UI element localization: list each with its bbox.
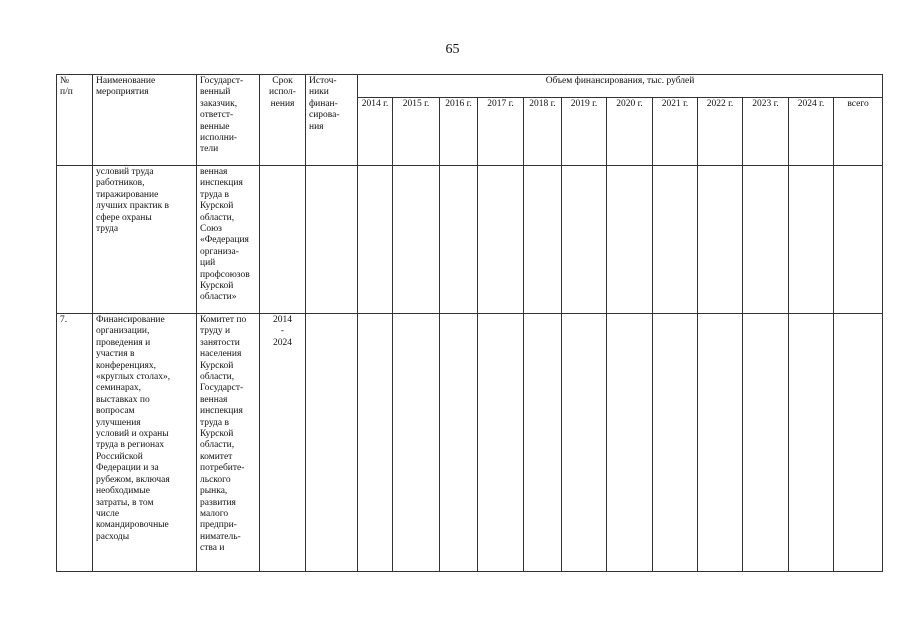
year-header: 2021 г. bbox=[653, 98, 698, 166]
col-header-funding: Объем финансирования, тыс. рублей bbox=[358, 75, 883, 98]
header-row bbox=[57, 75, 883, 98]
row-source bbox=[306, 314, 358, 572]
total-header: всего bbox=[834, 98, 883, 166]
year-header: 2016 г. bbox=[440, 98, 478, 166]
table-row bbox=[57, 166, 883, 314]
row-value bbox=[607, 314, 653, 572]
row-value bbox=[478, 166, 524, 314]
row-num: 7. bbox=[57, 314, 93, 572]
row-value bbox=[789, 166, 834, 314]
row-value bbox=[698, 314, 743, 572]
row-name: условий труда работников, тиражирование лучших практик в сфере охраны труда bbox=[93, 166, 197, 314]
col-header-customer: Государст- венный заказчик, ответст- венные исполни- тели bbox=[197, 75, 260, 166]
row-value bbox=[653, 166, 698, 314]
col-header-term: Срок испол- нения bbox=[260, 75, 306, 166]
table-row bbox=[57, 314, 883, 572]
row-value bbox=[393, 314, 440, 572]
col-header-num: № п/п bbox=[57, 75, 93, 166]
row-value bbox=[524, 314, 562, 572]
row-total bbox=[834, 314, 883, 572]
financing-table bbox=[56, 74, 883, 572]
row-term: 2014 - 2024 bbox=[260, 314, 306, 572]
col-header-source: Источ- ники финан- сирова- ния bbox=[306, 75, 358, 166]
row-term bbox=[260, 166, 306, 314]
year-header: 2024 г. bbox=[789, 98, 834, 166]
row-name: Финансирование организации, проведения и участия в конференциях, «круглых столах», семинарах, выставках по вопросам улучшения условий и охраны труда в регионах Российской Федерации и за рубежом, включая необходимые затраты, в том числе командировочные расходы bbox=[93, 314, 197, 572]
row-value bbox=[653, 314, 698, 572]
year-header: 2020 г. bbox=[607, 98, 653, 166]
year-header: 2015 г. bbox=[393, 98, 440, 166]
row-value bbox=[440, 166, 478, 314]
year-header: 2022 г. bbox=[698, 98, 743, 166]
year-header: 2023 г. bbox=[743, 98, 789, 166]
row-value bbox=[440, 314, 478, 572]
row-value bbox=[358, 166, 393, 314]
row-total bbox=[834, 166, 883, 314]
row-num bbox=[57, 166, 93, 314]
year-header: 2017 г. bbox=[478, 98, 524, 166]
year-header: 2014 г. bbox=[358, 98, 393, 166]
row-value bbox=[393, 166, 440, 314]
year-header: 2019 г. bbox=[562, 98, 607, 166]
row-value bbox=[789, 314, 834, 572]
year-header: 2018 г. bbox=[524, 98, 562, 166]
row-value bbox=[562, 314, 607, 572]
row-value bbox=[478, 314, 524, 572]
col-header-name: Наименование мероприятия bbox=[93, 75, 197, 166]
row-value bbox=[524, 166, 562, 314]
row-value bbox=[743, 314, 789, 572]
row-customer: венная инспекция труда в Курской области, Союз «Федерация организа- ций профсоюзов Курской области» bbox=[197, 166, 260, 314]
row-value bbox=[562, 166, 607, 314]
page-number: 65 bbox=[445, 42, 460, 57]
row-value bbox=[743, 166, 789, 314]
row-value bbox=[607, 166, 653, 314]
row-value bbox=[358, 314, 393, 572]
row-value bbox=[698, 166, 743, 314]
row-customer: Комитет по труду и занятости населения Курской области, Государст- венная инспекция труда в Курской области, комитет потребите- льского рынка, развития малого предпри- ниматель- ства и bbox=[197, 314, 260, 572]
row-source bbox=[306, 166, 358, 314]
